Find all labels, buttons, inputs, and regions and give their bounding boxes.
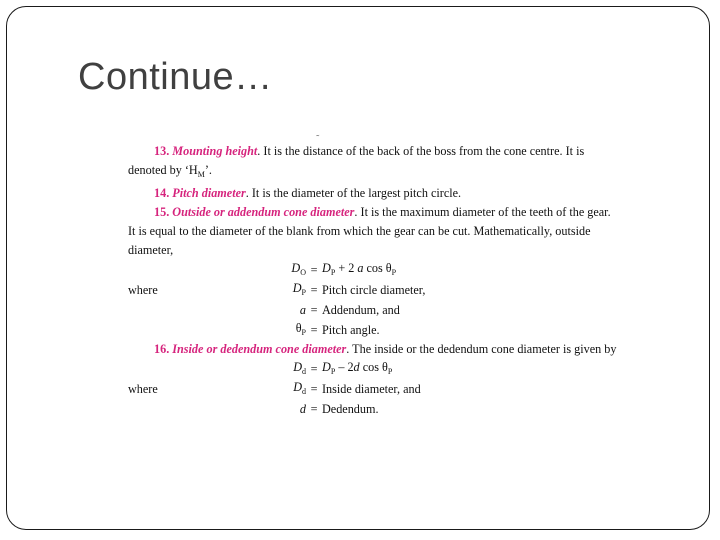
subscript: M [197,170,205,179]
eq-symbol: D [291,260,301,275]
item-text: . The inside or the dedendum cone diameter is given by [346,342,617,356]
definition-text: Addendum, and [322,302,400,317]
item-text: . It is the maximum diameter of the teeth of the gear. [354,205,611,219]
item-number: 14. [154,186,170,200]
definition-text: Inside diameter, and [322,381,421,396]
textbook-excerpt [128,134,618,419]
item-heading: Outside or addendum cone diameter [172,205,355,219]
eq-symbol: D [293,359,302,374]
subscript: d [302,366,306,376]
definition-text: Pitch angle. [322,322,380,337]
where-label: where [128,282,158,297]
item-number: 16. [154,342,170,356]
item-13-line-2 [128,161,618,184]
item-14-line-1 [128,184,618,203]
equals-sign: = [310,262,318,277]
eq-rhs: $D_P + 2$ a $\cos \theta_P$ [322,260,397,277]
item-text: denoted by ‘H [128,163,198,177]
definition-row: d = Dedendum. [128,399,618,419]
item-13-line-1 [128,142,618,161]
definition-text: Pitch circle diameter, [322,282,426,297]
definition-row: where $D_P$ = Pitch circle diameter, [128,280,618,300]
definition-row: where $D_d$ = Inside diameter, and [128,379,618,399]
item-heading: Pitch diameter [172,186,246,200]
item-number: 13. [154,144,170,158]
item-text: . It is the diameter of the largest pitch circle. [245,186,462,200]
item-text: . It is the distance of the back of the boss from the cone centre. It is [257,144,585,158]
scan-artifact-mark: ˜ [316,134,320,145]
item-text: ’. [204,163,212,177]
equals-sign: = [310,361,318,376]
slide-title: Continue… [78,56,273,98]
subscript: O [300,267,306,277]
where-label: where [128,381,158,396]
item-15-line-3: diameter, [128,243,174,257]
item-heading: Mounting height [172,144,258,158]
definition-text: Dedendum. [322,401,379,416]
item-15-line-2: It is equal to the diameter of the blank from which the gear can be cut. Mathematically, outside [128,224,591,238]
eq-rhs: $D_P - 2d$ $\cos \theta_P$ [322,359,393,376]
item-heading: Inside or dedendum cone diameter [172,342,347,356]
item-15-line-1 [128,203,618,222]
equation-outside-diameter [128,260,618,280]
definition-row: a = Addendum, and [128,300,618,320]
item-16-line-1 [128,340,618,359]
equation-inside-diameter [128,359,618,379]
item-number: 15. [154,205,170,219]
definition-row: $\theta_P$ = Pitch angle. [128,320,618,340]
